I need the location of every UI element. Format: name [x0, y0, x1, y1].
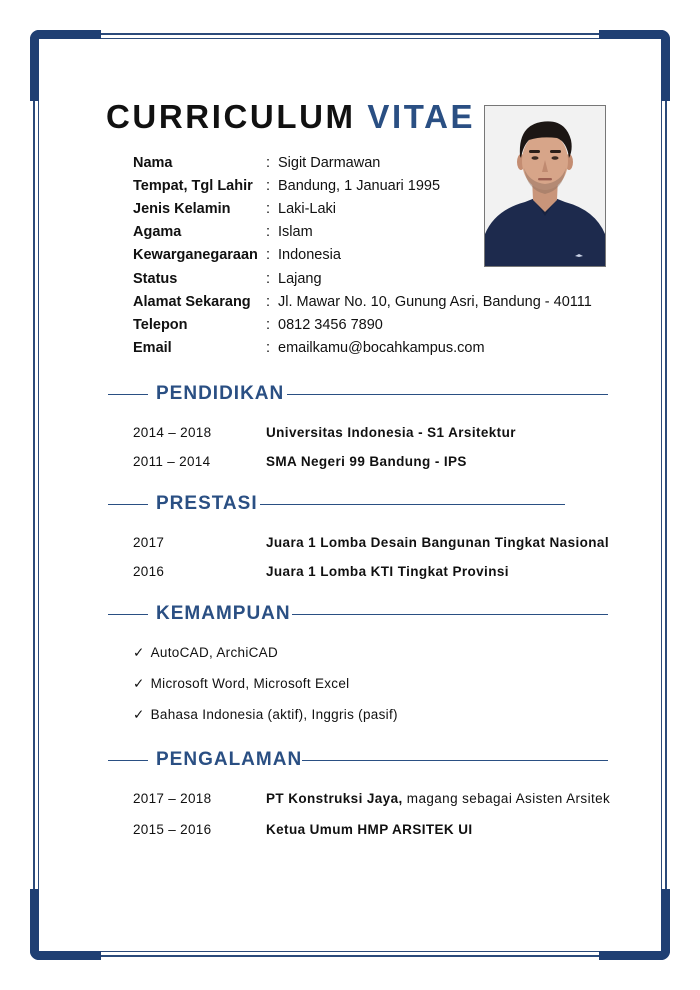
frame-corner-bottom-left	[30, 889, 101, 960]
info-value: Bandung, 1 Januari 1995	[278, 178, 441, 194]
section-pendidikan	[108, 383, 608, 407]
profile-photo	[484, 105, 606, 267]
entry-year: 2011 – 2014	[133, 454, 211, 469]
info-label: Agama	[133, 224, 182, 240]
info-colon: :	[266, 247, 271, 263]
entry-year: 2014 – 2018	[133, 425, 212, 440]
info-label: Tempat, Tgl Lahir	[133, 178, 253, 194]
info-label: Nama	[133, 155, 173, 171]
skill-text: Bahasa Indonesia (aktif), Inggris (pasif)	[150, 707, 398, 722]
info-value: Laki-Laki	[278, 201, 337, 217]
page-title	[106, 98, 475, 136]
title-accent: VITAE	[367, 98, 476, 135]
section-rule-left	[108, 614, 148, 615]
section-rule-left	[108, 760, 148, 761]
section-rule-left	[108, 394, 148, 395]
info-value: Jl. Mawar No. 10, Gunung Asri, Bandung - 40111	[278, 294, 592, 310]
info-colon: :	[266, 178, 271, 194]
section-rule-left	[108, 504, 148, 505]
section-rule-right	[292, 614, 608, 615]
info-colon: :	[266, 340, 271, 356]
info-label: Email	[133, 340, 172, 356]
info-value: Lajang	[278, 271, 322, 287]
entry-description	[266, 822, 473, 837]
info-colon: :	[266, 294, 271, 310]
frame-corner-top-left	[30, 30, 101, 101]
section-title: KEMAMPUAN	[156, 603, 291, 624]
info-colon: :	[266, 155, 271, 171]
info-label: Telepon	[133, 317, 188, 333]
person-photo-icon	[485, 106, 605, 266]
info-value: Indonesia	[278, 247, 341, 263]
info-colon: :	[266, 271, 271, 287]
entry-description: SMA Negeri 99 Bandung - IPS	[266, 454, 467, 469]
info-label: Jenis Kelamin	[133, 201, 231, 217]
section-rule-right	[260, 504, 565, 505]
entry-year: 2016	[133, 564, 165, 579]
skill-item	[133, 645, 278, 661]
info-label: Status	[133, 271, 178, 287]
info-colon: :	[266, 224, 271, 240]
check-icon: ✓	[133, 676, 145, 691]
frame-right-line	[665, 98, 667, 892]
entry-year: 2017 – 2018	[133, 791, 212, 806]
frame-bottom-line	[98, 955, 602, 957]
frame-top-line	[98, 33, 602, 35]
section-rule-right	[287, 394, 608, 395]
skill-item	[133, 676, 349, 692]
check-icon: ✓	[133, 707, 145, 722]
entry-description	[266, 791, 610, 806]
section-pengalaman	[108, 749, 608, 773]
entry-description: Universitas Indonesia - S1 Arsitektur	[266, 425, 516, 440]
frame-bottom-line-thin	[98, 951, 602, 952]
entry-year: 2017	[133, 535, 165, 550]
frame-top-line-thin	[98, 38, 602, 39]
info-value: Islam	[278, 224, 313, 240]
title-main: CURRICULUM	[106, 98, 356, 135]
check-icon: ✓	[133, 645, 145, 660]
frame-left-line	[33, 98, 35, 892]
section-title: PRESTASI	[156, 493, 258, 514]
entry-year: 2015 – 2016	[133, 822, 212, 837]
entry-description: Juara 1 Lomba KTI Tingkat Provinsi	[266, 564, 509, 579]
skill-text: AutoCAD, ArchiCAD	[150, 645, 279, 660]
section-title: PENGALAMAN	[156, 749, 303, 770]
frame-corner-top-right	[599, 30, 670, 101]
frame-right-line-thin	[661, 98, 662, 892]
info-label: Alamat Sekarang	[133, 294, 251, 310]
frame-corner-bottom-right	[599, 889, 670, 960]
skill-item	[133, 707, 398, 723]
info-value: Sigit Darmawan	[278, 155, 381, 171]
info-value: emailkamu@bocahkampus.com	[278, 340, 485, 356]
section-title: PENDIDIKAN	[156, 383, 285, 404]
entry-org: PT Konstruksi Jaya,	[266, 791, 403, 806]
section-rule-right	[302, 760, 608, 761]
frame-left-line-thin	[38, 98, 39, 892]
info-colon: :	[266, 317, 271, 333]
info-label: Kewarganegaraan	[133, 247, 258, 263]
info-colon: :	[266, 201, 271, 217]
section-prestasi	[108, 493, 608, 517]
section-kemampuan	[108, 603, 608, 627]
entry-role: magang sebagai Asisten Arsitek	[402, 791, 611, 806]
entry-org: Ketua Umum HMP ARSITEK UI	[266, 822, 473, 837]
info-value: 0812 3456 7890	[278, 317, 383, 333]
skill-text: Microsoft Word, Microsoft Excel	[150, 676, 350, 691]
entry-description: Juara 1 Lomba Desain Bangunan Tingkat Nasional	[266, 535, 609, 550]
